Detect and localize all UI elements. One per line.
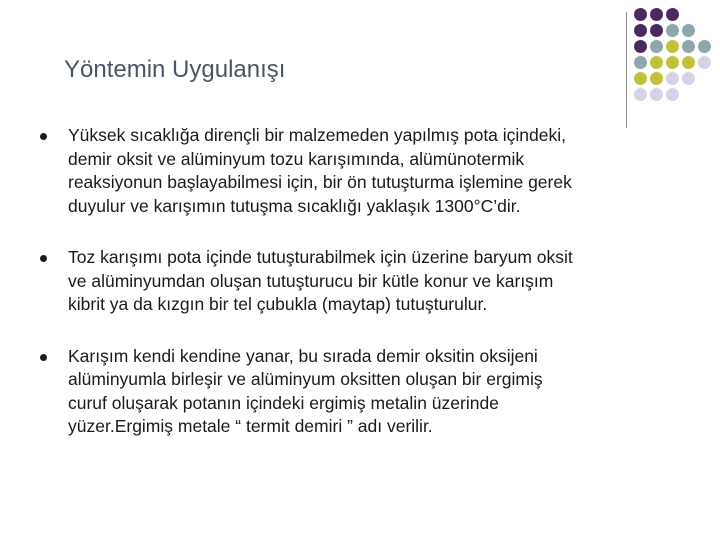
decorative-dot (682, 40, 695, 53)
decorative-dot (666, 40, 679, 53)
bullet-line: curuf oluşarak potanın içindeki ergimiş metalin üzerinde (68, 392, 499, 413)
decorative-dot (666, 56, 679, 69)
decorative-dot (650, 72, 663, 85)
decorative-dot (634, 72, 647, 85)
bullet-item (40, 345, 680, 439)
decorative-dot (666, 72, 679, 85)
decorative-dot (698, 56, 711, 69)
decorative-dot (650, 88, 663, 101)
bullet-line: alüminyumla birleşir ve alüminyum oksitten oluşan bir ergimiş (68, 369, 543, 389)
slide-title: Yöntemin Uygulanışı (64, 56, 286, 83)
decorative-dot (650, 56, 663, 69)
decorative-dot (666, 88, 679, 101)
decorative-dot (634, 8, 647, 21)
bullet-line: kibrit ya da kızgın bir tel çubukla (maytap) tutuşturulur. (68, 294, 488, 314)
bullet-list (40, 124, 680, 467)
decorative-dot (666, 8, 679, 21)
bullet-dot-icon (40, 133, 47, 140)
bullet-line: yüzer.Ergimiş metale “ termit demiri ” adı verilir. (68, 416, 433, 436)
bullet-line: ve alüminyumdan oluşan tutuşturucu bir kütle konur ve karışım (68, 270, 554, 291)
decorative-dot (666, 24, 679, 37)
bullet-line: demir oksit ve alüminyum tozu karışımında, alümünotermik (68, 148, 525, 169)
bullet-item (40, 246, 680, 317)
bullet-line: Karışım kendi kendine yanar, bu sırada demir oksitin oksijeni (68, 345, 538, 366)
bullet-dot-icon (40, 354, 47, 361)
decorative-dot (682, 56, 695, 69)
decorative-dot (634, 56, 647, 69)
decorative-dot (682, 24, 695, 37)
bullet-line: Toz karışımı pota içinde tutuşturabilmek için üzerine baryum oksit (68, 247, 573, 267)
decorative-dot (634, 24, 647, 37)
decorative-dot (650, 24, 663, 37)
decorative-vertical-line (626, 12, 627, 128)
decorative-dot (634, 88, 647, 101)
decorative-dot (650, 8, 663, 21)
bullet-item (40, 124, 680, 218)
bullet-line: duyulur ve karışımın tutuşma sıcaklığı yaklaşık 1300°C’dir. (68, 195, 521, 216)
bullet-line: Yüksek sıcaklığa dirençli bir malzemeden yapılmış pota içindeki, (68, 125, 566, 145)
decorative-dot (698, 40, 711, 53)
bullet-line: reaksiyonun başlayabilmesi için, bir ön tutuşturma işlemine gerek (68, 172, 572, 192)
bullet-dot-icon (40, 255, 47, 262)
decorative-dot (682, 72, 695, 85)
decorative-dot (650, 40, 663, 53)
decorative-dot-grid (634, 8, 718, 108)
decorative-dot (634, 40, 647, 53)
